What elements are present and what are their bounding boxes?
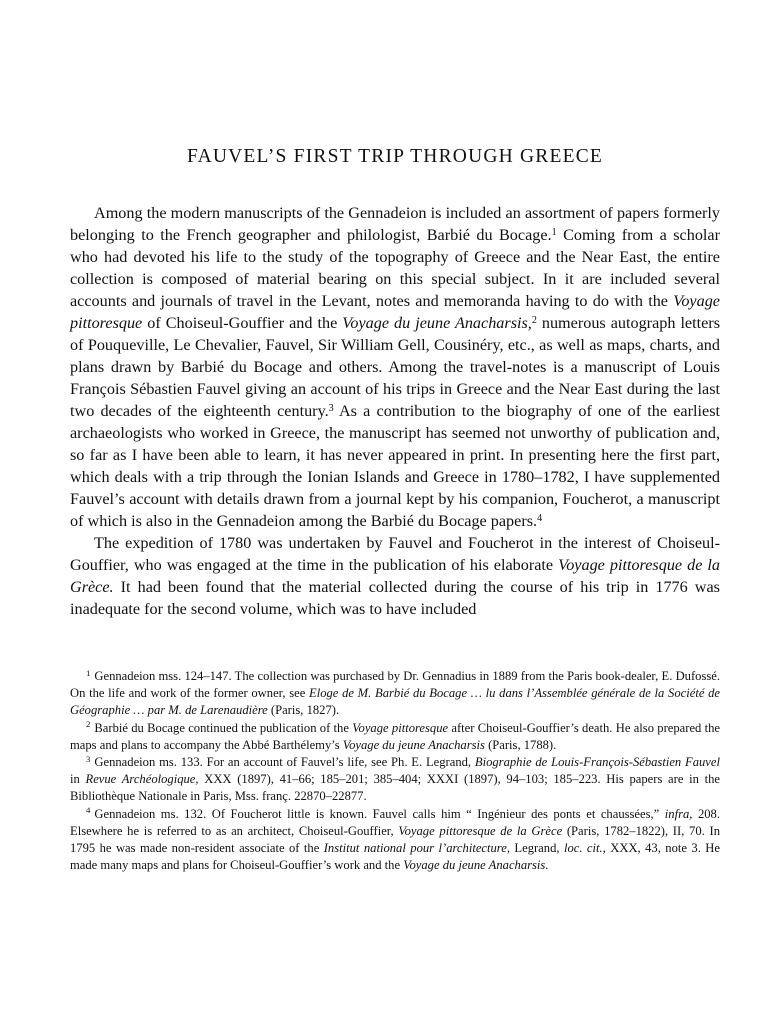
text-run: Legrand, bbox=[509, 841, 564, 856]
italic-title: Eloge de M. Barbié du Bocage … lu dans l’Assemblée générale de la Société de Géographie … par M. de Larenaudière bbox=[70, 686, 720, 718]
text-run: Gennadeion mss. 124–147. The collection was purchased by Dr. Gennadius in 1889 from the Paris book-dealer, E. Dufossé. On the life and work of the former owner, see bbox=[70, 669, 720, 701]
italic-title: Voyage du jeune Anacharsis. bbox=[403, 858, 549, 873]
footnote-1 bbox=[70, 668, 720, 720]
italic-title: Voyage pittoresque de la Grèce bbox=[398, 823, 563, 838]
text-run: The expedition of 1780 was undertaken by Fauvel and Foucherot in the interest of Choiseul-Gouffier, who was engaged at the time in the publication of his elaborate bbox=[70, 534, 720, 574]
footnote-ref-2[interactable]: 2 bbox=[531, 314, 537, 326]
text-run: numerous autograph letters of Pouqueville, Le Chevalier, Fauvel, Sir William Gell, Cousinéry, etc., as well as maps, charts, and plans drawn by Barbié du Bocage and others. Among the travel-notes is a manuscript of Louis François Sébastien Fauvel giving an account of his trips in Greece and the Near East during the last two decades of the eighteenth century. bbox=[70, 314, 720, 420]
text-run: XXX, 43, note 3. He made many maps and plans for Choiseul-Gouffier’s work and the bbox=[70, 841, 720, 873]
text-run: (Paris, 1782–1822), II, 70. In 1795 he was made non-resident associate of the bbox=[70, 823, 720, 856]
footnote-ref-4[interactable]: 4 bbox=[537, 512, 543, 524]
text-run: Gennadeion ms. 132. Of Foucherot little is known. Fauvel calls him “ Ingénieur des ponts et chaussées,” bbox=[94, 806, 665, 821]
italic-title: Biographie de Louis-François-Sébastien Fauvel bbox=[474, 755, 720, 770]
italic-title: Revue Archéologique, bbox=[85, 772, 199, 787]
italic-title: Voyage pittoresque bbox=[70, 292, 720, 332]
footnote-ref-1[interactable]: 1 bbox=[551, 226, 557, 238]
italic-title: Voyage du jeune Anacharsis, bbox=[342, 314, 532, 332]
footnote-number: 2 bbox=[86, 719, 91, 730]
article-body bbox=[70, 202, 720, 620]
footnotes bbox=[70, 668, 720, 874]
text-run: in bbox=[70, 772, 86, 787]
footnote-2 bbox=[70, 720, 720, 754]
text-run: It had been found that the material collected during the course of his trip in 1776 was inadequate for the second volume, which was to have included bbox=[70, 578, 720, 618]
footnote-number: 1 bbox=[86, 667, 91, 678]
text-run: Gennadeion ms. 133. For an account of Fauvel’s life, see Ph. E. Legrand, bbox=[94, 755, 475, 770]
footnote-number: 3 bbox=[86, 753, 91, 764]
text-run: Among the modern manuscripts of the Gennadeion is included an assortment of papers formerly belonging to the French geographer and philologist, Barbié du Bocage. bbox=[70, 204, 720, 244]
text-run: (Paris, 1827). bbox=[267, 703, 340, 718]
paragraph-2 bbox=[70, 532, 720, 620]
paragraph-1 bbox=[70, 202, 720, 532]
italic-title: Institut national pour l’architecture, bbox=[323, 841, 510, 856]
text-run: after Choiseul-Gouffier’s death. He also prepared the maps and plans to accompany the Abbé Barthélemy’s bbox=[70, 720, 721, 752]
text-run: 208. Elsewhere he is referred to as an architect, Choiseul-Gouffier, bbox=[70, 806, 721, 838]
text-run: of Choiseul-Gouffier and the bbox=[142, 314, 343, 332]
italic-title: loc. cit., bbox=[563, 841, 606, 856]
italic-title: Voyage pittoresque bbox=[352, 720, 449, 735]
text-run: (Paris, 1788). bbox=[484, 737, 557, 752]
footnote-3 bbox=[70, 754, 720, 806]
italic-title: Voyage du jeune Anacharsis bbox=[342, 737, 485, 752]
footnote-4 bbox=[70, 806, 720, 875]
text-run: Barbié du Bocage continued the publication of the bbox=[94, 720, 353, 735]
text-run: Coming from a scholar who had devoted his life to the study of the topography of Greece and the Near East, the entire collection is composed of material bearing on this special subject. In it are included several accounts and journals of travel in the Levant, notes and memoranda having to do with the bbox=[70, 226, 721, 310]
italic-title: infra, bbox=[664, 806, 693, 821]
footnote-ref-3[interactable]: 3 bbox=[328, 402, 334, 414]
text-run: XXX (1897), 41–66; 185–201; 385–404; XXXI (1897), 94–103; 185–223. His papers are in the Bibliothèque Nationale in Paris, Mss. franç. 22870–22877. bbox=[70, 772, 720, 804]
page-title: FAUVEL’S FIRST TRIP THROUGH GREECE bbox=[186, 146, 604, 167]
footnote-number: 4 bbox=[86, 805, 91, 816]
text-run: As a contribution to the biography of one of the earliest archaeologists who worked in Greece, the manuscript has seemed not unworthy of publication and, so far as I have been able to learn, it has never appeared in print. In presenting here the first part, which deals with a trip through the Ionian Islands and Greece in 1780–1782, I have supplemented Fauvel’s account with details drawn from a journal kept by his companion, Foucherot, a manuscript of which is also in the Gennadeion among the Barbié du Bocage papers. bbox=[70, 402, 720, 530]
italic-title: Voyage pittoresque de la Grèce. bbox=[70, 556, 720, 596]
